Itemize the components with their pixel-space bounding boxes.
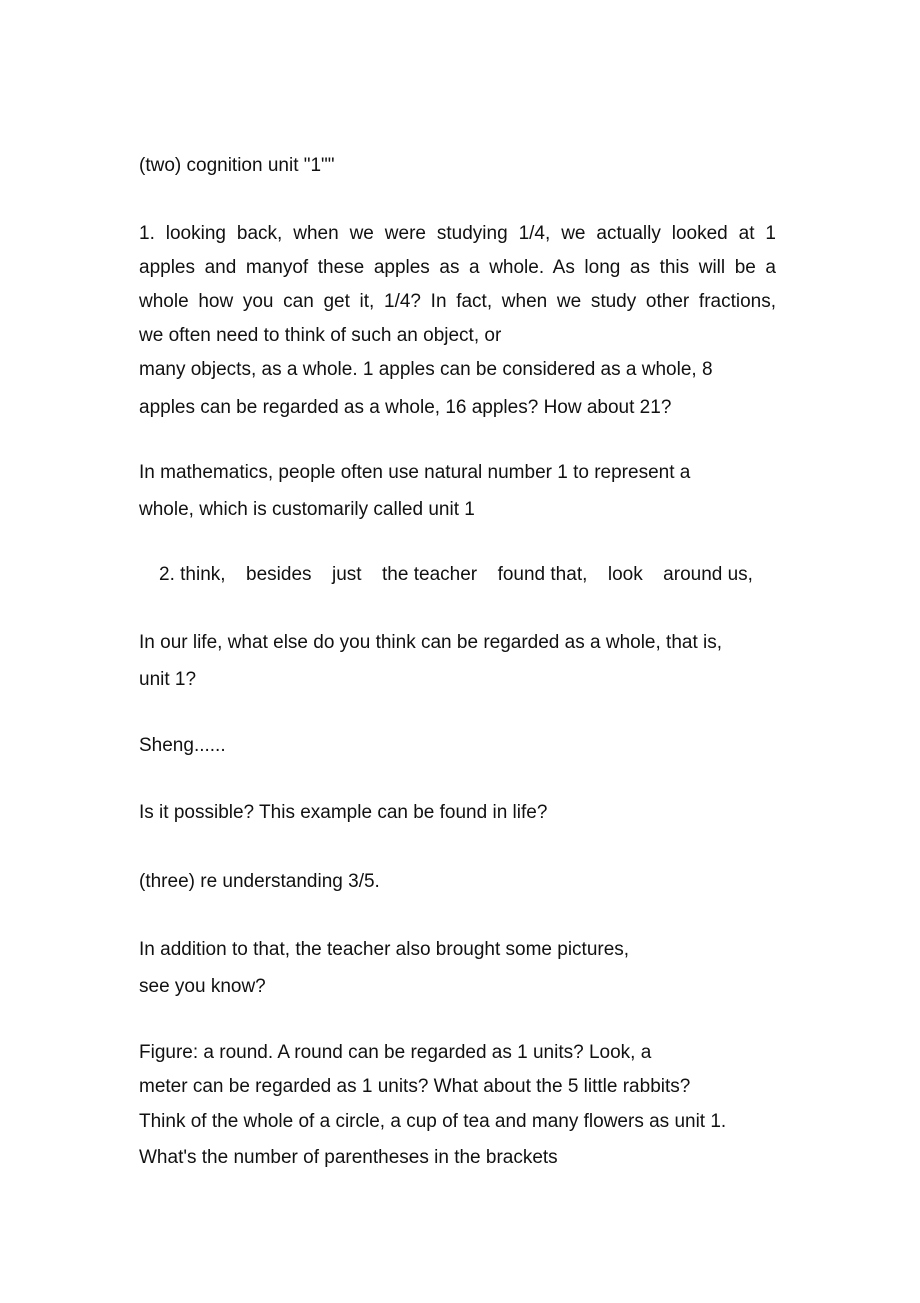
section-heading-three: (three) re understanding 3/5. [139, 871, 380, 892]
think-line [159, 563, 753, 587]
paragraph-line: meter can be regarded as 1 units? What about the 5 little rabbits? [139, 1076, 691, 1097]
paragraph-line: apples and manyof these apples as a whole. As long as this will be a [139, 257, 776, 278]
paragraph-line: whole, which is customarily called unit 1 [139, 499, 475, 520]
paragraph-line: 1. looking back, when we were studying 1/4, we actually looked at 1 [139, 223, 776, 244]
think-word: found that, [497, 564, 588, 585]
paragraph-line: many objects, as a whole. 1 apples can be considered as a whole, 8 [139, 359, 713, 380]
section-heading-two: (two) cognition unit "1"" [139, 155, 335, 176]
paragraph-line: Think of the whole of a circle, a cup of tea and many flowers as unit 1. [139, 1111, 727, 1132]
paragraph-line: In addition to that, the teacher also brought some pictures, [139, 939, 630, 960]
paragraph-line: What's the number of parentheses in the brackets [139, 1147, 558, 1168]
paragraph-line: Figure: a round. A round can be regarded as 1 units? Look, a [139, 1042, 652, 1063]
think-word: besides [246, 564, 312, 585]
paragraph-line: In our life, what else do you think can be regarded as a whole, that is, [139, 632, 723, 653]
think-word: the teacher [382, 564, 478, 585]
think-word: just [331, 564, 362, 585]
paragraph-line: unit 1? [139, 669, 197, 690]
paragraph-line: we often need to think of such an object, or [139, 325, 502, 346]
paragraph-line: whole how you can get it, 1/4? In fact, when we study other fractions, [139, 291, 776, 312]
think-word: look [607, 564, 643, 585]
paragraph-line: see you know? [139, 976, 266, 997]
think-word: 2. think, [159, 564, 226, 585]
paragraph-line: Sheng...... [139, 735, 226, 756]
paragraph-line: Is it possible? This example can be found in life? [139, 802, 548, 823]
think-word: around us, [663, 564, 753, 585]
paragraph-line: In mathematics, people often use natural number 1 to represent a [139, 462, 691, 483]
paragraph-line: apples can be regarded as a whole, 16 apples? How about 21? [139, 397, 672, 418]
